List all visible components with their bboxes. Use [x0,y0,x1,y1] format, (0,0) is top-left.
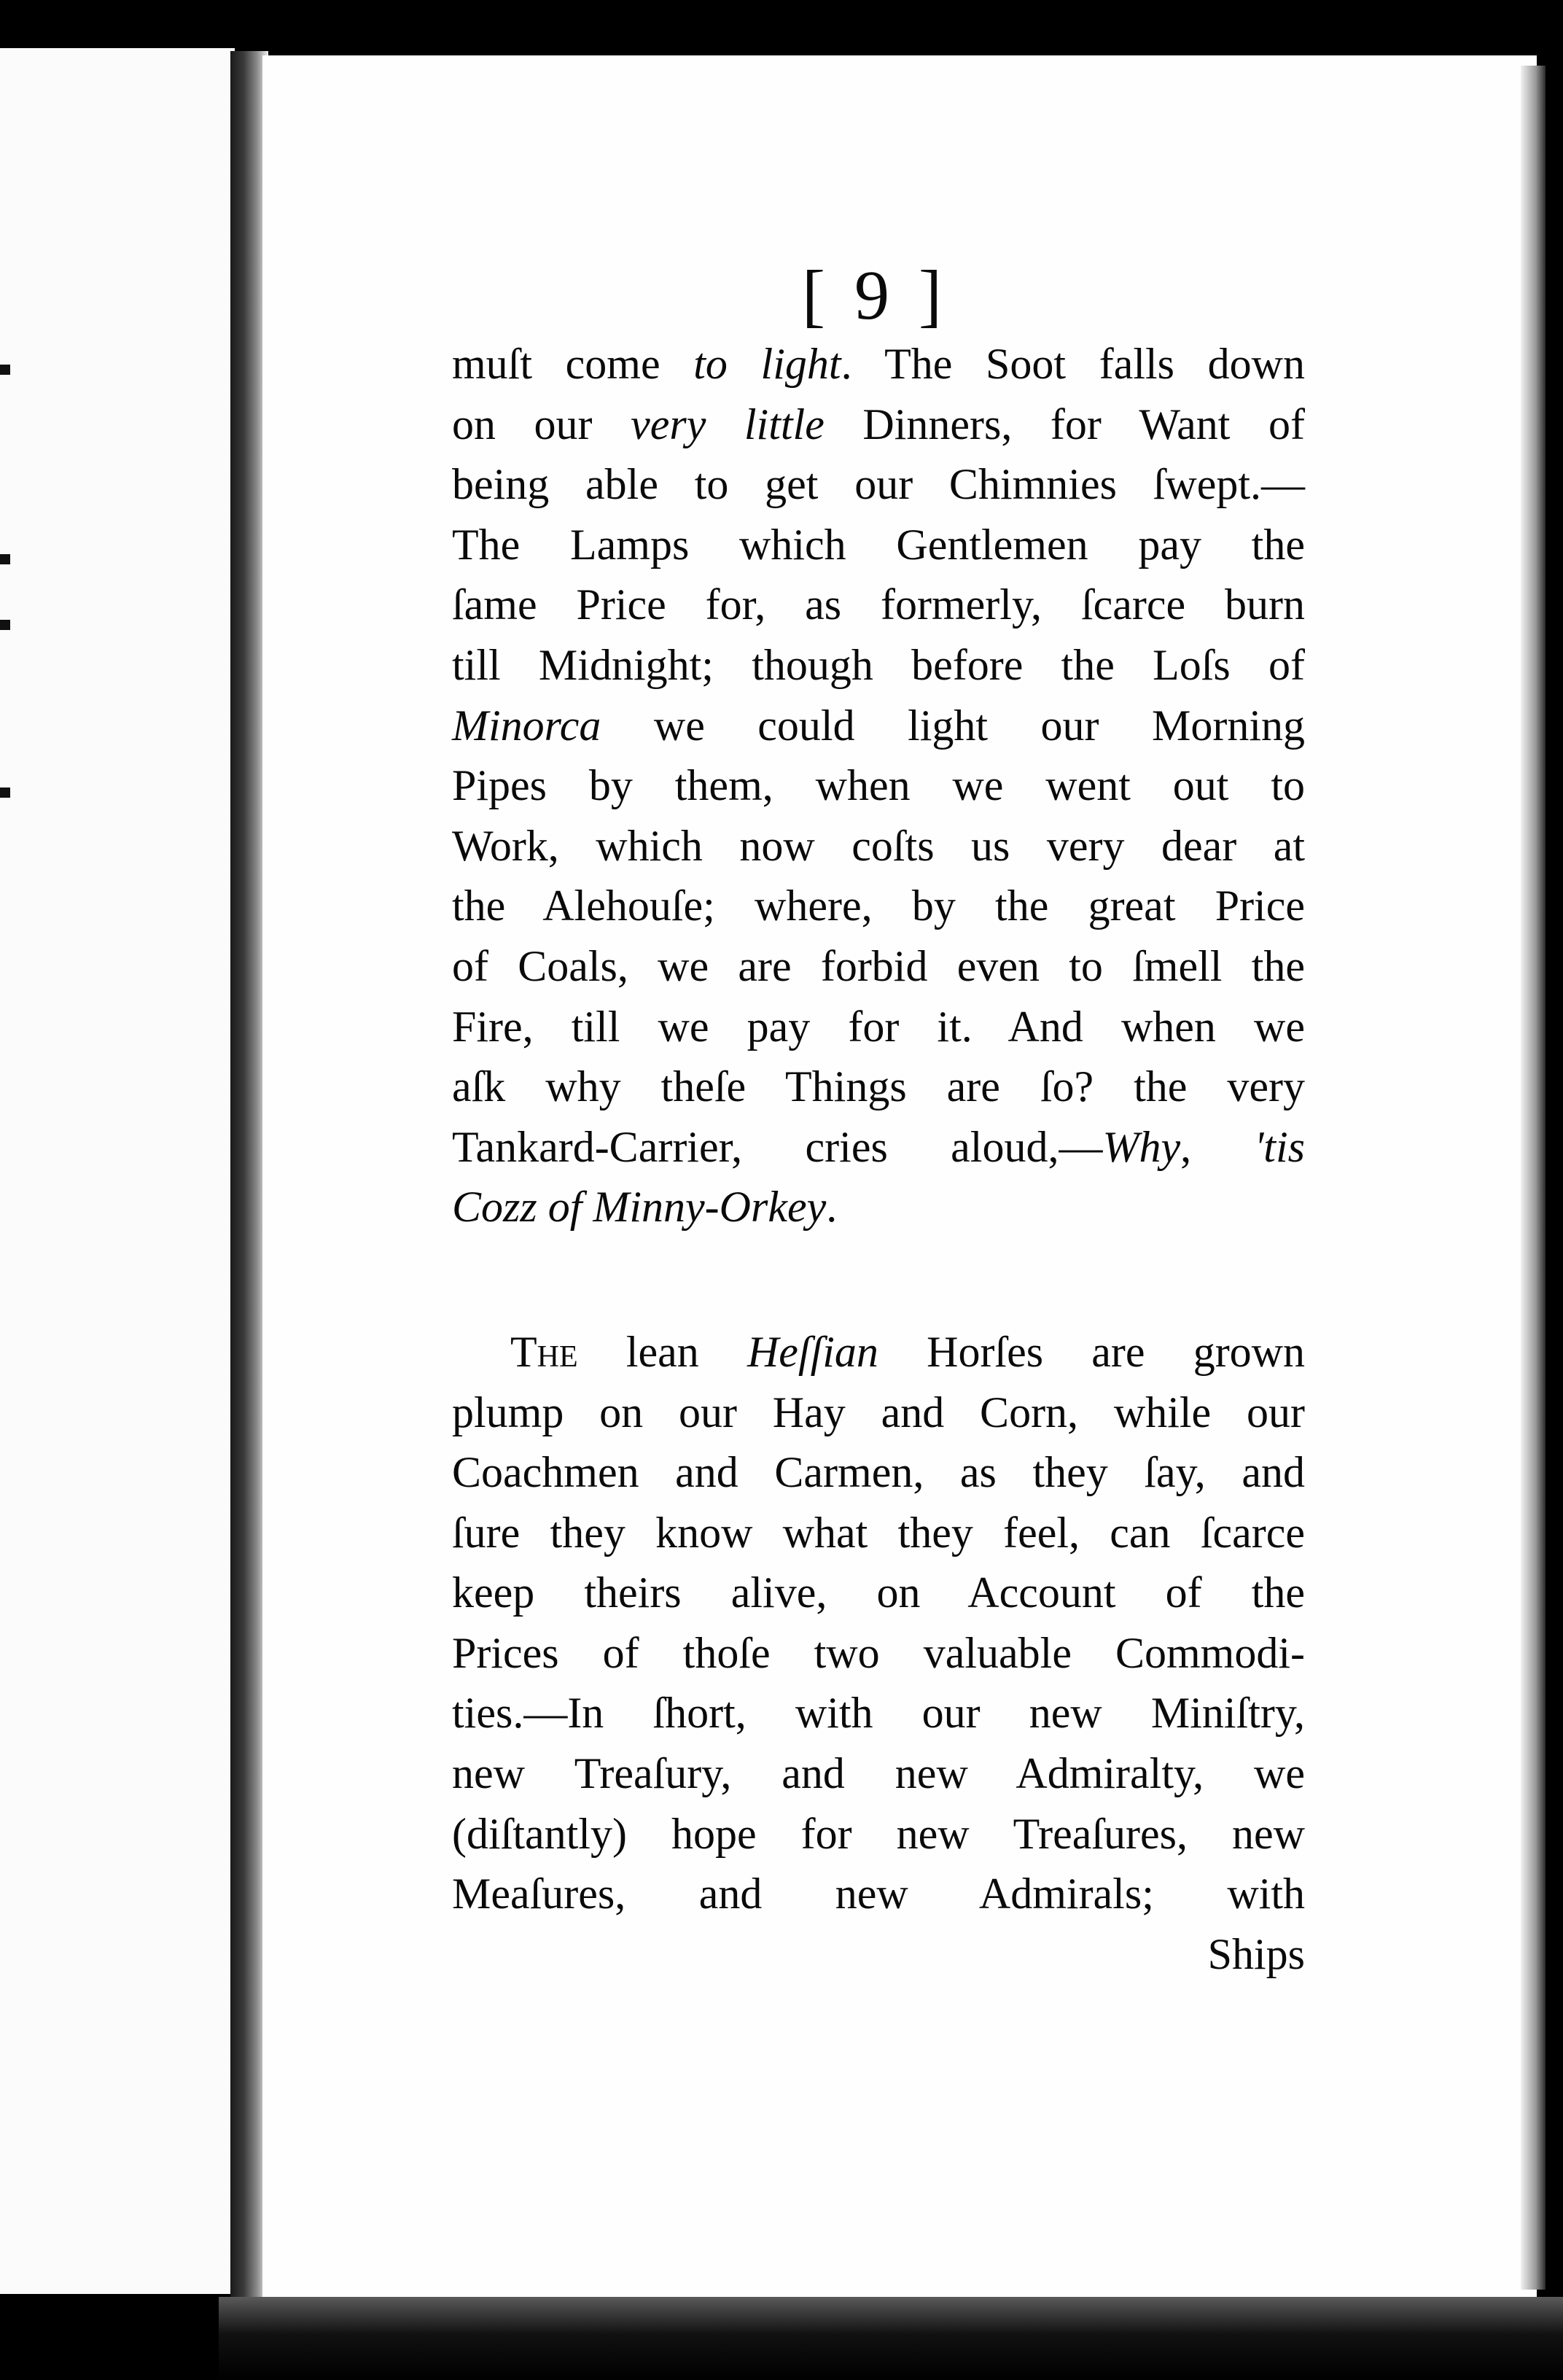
text-line [452,876,1305,936]
text-line [452,1322,1305,1382]
bleed-mark [0,788,10,798]
page-number: [ 9 ] [802,256,948,334]
text-line [452,454,1305,515]
text-run: Horſes are grown [878,1327,1306,1376]
bottom-shadow [219,2297,1563,2380]
text-run: muſt come [452,340,694,388]
text-line [452,936,1305,997]
text-run: . The Soot falls down [841,340,1305,388]
text-line [452,1804,1305,1864]
text-run: being able to get our Chimnies ſwept.— [452,460,1305,509]
text-run: . [826,1183,838,1232]
italic-text: to light [693,340,841,388]
italic-text: Minorca [452,701,601,750]
body-text [452,334,1305,1984]
text-line [452,1563,1305,1623]
text-line [452,997,1305,1057]
text-run: new Treaſury, and new Admiralty, we [452,1749,1305,1798]
text-line [452,1623,1305,1684]
text-line [452,394,1305,455]
italic-text: very little [631,400,825,448]
text-line [452,816,1305,876]
bleed-mark [0,554,10,564]
text-line [452,1057,1305,1117]
italic-text: Cozz of Minny-Orkey [452,1183,827,1232]
text-run: Dinners, for Want of [824,400,1305,448]
text-run: Fire, till we pay for it. And when we [452,1002,1305,1051]
text-line [452,575,1305,635]
text-run: of Coals, we are forbid even to ſmell the [452,941,1305,990]
text-run: on our [452,400,631,448]
text-run: Prices of thoſe two valuable Commodi- [452,1628,1305,1677]
text-run: The [510,1327,578,1376]
text-run: Pipes by them, when we went out to [452,761,1305,810]
text-run: aſk why theſe Things are ſo? the very [452,1062,1305,1111]
text-run: we could light our Morning [601,701,1305,750]
text-run: ſure they know what they feel, can ſcarce [452,1508,1305,1557]
paragraph [452,1322,1305,1924]
text-line [452,1864,1305,1924]
bleed-mark [0,365,10,375]
catchword: Ships [1207,1929,1305,1978]
text-run: Coachmen and Carmen, as they ſay, and [452,1448,1305,1497]
text-run: ſame Price for, as formerly, ſcarce burn [452,580,1305,629]
text-line [452,515,1305,575]
paragraph [452,334,1305,1237]
text-run: , [1180,1122,1255,1171]
text-line [452,1382,1305,1443]
text-run: Tankard-Carrier, cries aloud,— [452,1122,1103,1171]
italic-text: 'tis [1254,1122,1305,1171]
text-run: Work, which now coſts us very dear at [452,821,1305,870]
text-line [452,1442,1305,1503]
text-line [452,1503,1305,1563]
text-line [452,635,1305,696]
text-run: (diſtantly) hope for new Treaſures, new [452,1809,1305,1858]
text-run: lean [577,1327,747,1376]
text-run: the Alehouſe; where, by the great Price [452,882,1305,930]
text-run: ties.—In ſhort, with our new Miniſtry, [452,1689,1305,1738]
text-line [452,755,1305,816]
text-run: The Lamps which Gentlemen pay the [452,520,1305,569]
text-run: keep theirs alive, on Account of the [452,1568,1305,1617]
facing-page-edge [0,48,235,2294]
bleed-mark [0,620,10,630]
italic-text: Why [1102,1122,1181,1171]
text-run: Meaſures, and new Admirals; with [452,1870,1305,1918]
text-line [452,696,1305,756]
italic-text: Heſſian [747,1327,878,1376]
text-line [452,334,1305,394]
text-line [452,1117,1305,1178]
text-line [452,1683,1305,1743]
page-edge-shadow [1521,66,1546,2290]
text-line [452,1177,1305,1237]
text-run: plump on our Hay and Corn, while our [452,1388,1305,1436]
text-run: till Midnight; though before the Loſs of [452,640,1305,689]
text-line [452,1743,1305,1804]
paragraph-gap [452,1237,1305,1322]
